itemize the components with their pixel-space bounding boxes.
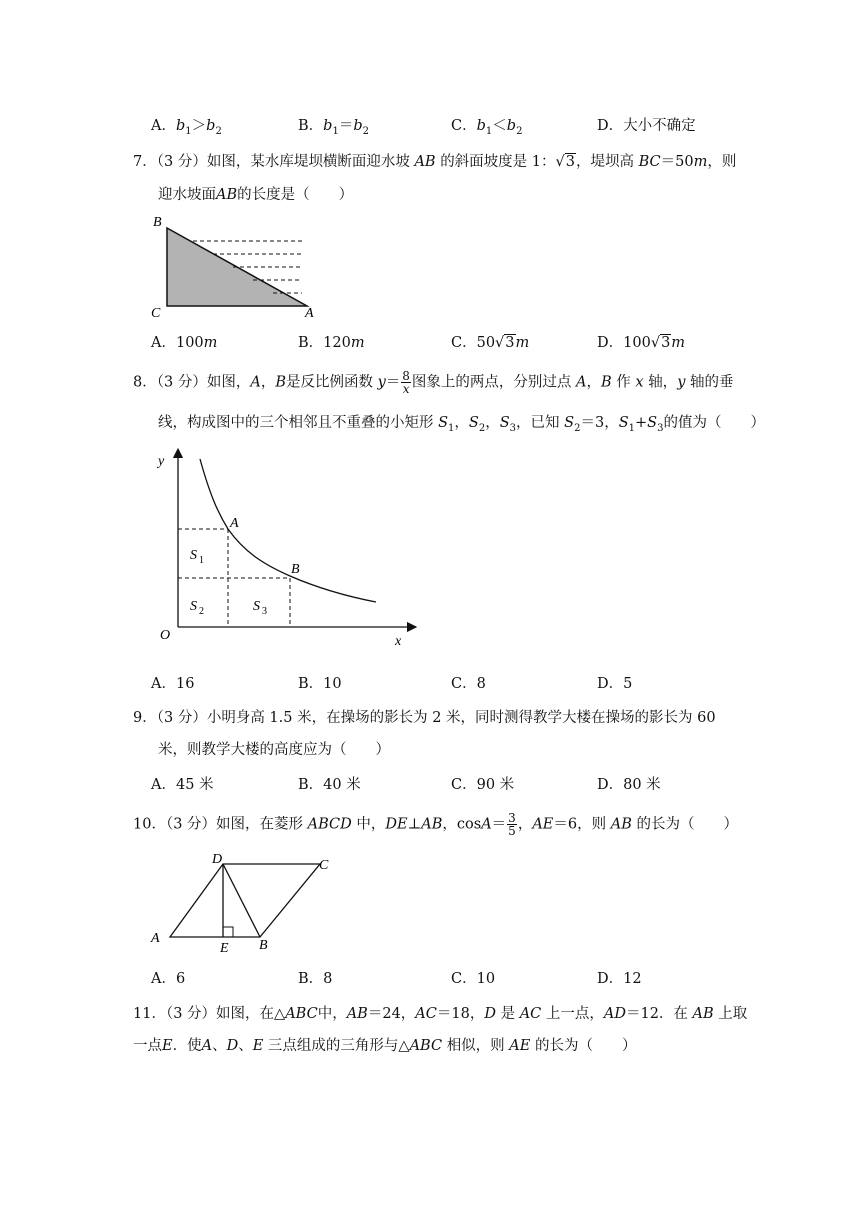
label-x: x [395, 634, 402, 649]
q9-option-c: C．90 米 [451, 777, 515, 793]
label-origin: O [160, 628, 171, 643]
q7-option-b: B．120m [298, 335, 365, 351]
q11-stem-line2: 一点E．使A、D、E 三点组成的三角形与△ABC 相似，则 AE 的长为（ ） [133, 1038, 637, 1054]
rhombus-abcd [170, 864, 320, 937]
q8-option-b: B．10 [298, 676, 342, 692]
q9-stem-line2: 米，则教学大楼的高度应为（ ） [158, 742, 390, 758]
q10-stem-line1: 10．（3 分）如图，在菱形 ABCD 中，DE⊥AB，cosA＝ $\frac{3}{5}$ ，AE＝6，则 AB 的长为（ ） [133, 811, 738, 838]
label-s1: S [190, 548, 197, 563]
q8-option-d: D．5 [597, 676, 633, 692]
q10-option-c: C．10 [451, 971, 496, 987]
q9-stem-line1: 9．（3 分）小明身高 1.5 米，在操场的影长为 2 米，同时测得教学大楼在操场的影长为 60 [133, 710, 716, 726]
label-b: B [153, 215, 162, 230]
svg-text:3: 3 [262, 606, 267, 617]
label-e: E [220, 941, 229, 956]
q9-option-a: A．45 米 [151, 777, 214, 793]
q6-option-c: C．$b_1<b_2$ [451, 118, 523, 137]
segment-db [223, 864, 260, 937]
q8-stem-line2: 线，构成图中的三个相邻且不重叠的小矩形 $S_1$，$S_2$，$S_3$，已知 $S_2=3$，$S_1+S_3$的值为（ ） [158, 415, 765, 434]
q6-option-a: A．$b_1>b_2$ [151, 118, 222, 137]
svg-text:1: 1 [199, 555, 204, 566]
q7-option-c: C．50√3m [451, 335, 530, 351]
label-y: y [158, 454, 165, 469]
q9-option-b: B．40 米 [298, 777, 361, 793]
q8-hyperbola-figure [150, 445, 420, 655]
q10-option-a: A．6 [151, 971, 186, 987]
right-angle-mark [223, 927, 233, 937]
label-c: C [319, 858, 329, 873]
label-point-b: B [291, 562, 300, 577]
svg-text:2: 2 [199, 606, 204, 617]
q8-stem-line1: 8．（3 分）如图，A，B是反比例函数 y＝ $\frac{8}{x}$ 图象上的两点，分别过点 A，B 作 x 轴，y 轴的垂 [133, 369, 734, 396]
label-s3: S [253, 599, 260, 614]
label-c: C [151, 306, 161, 321]
q6-option-d: D．大小不确定 [597, 118, 696, 134]
q7-stem-line2: 迎水坡面AB的长度是（ ） [158, 187, 354, 203]
q7-stem-line1: 7．（3 分）如图，某水库堤坝横断面迎水坡 AB 的斜面坡度是 1：√3，堤坝高 BC＝50m，则 [133, 154, 737, 170]
label-a: A [305, 306, 314, 321]
q8-option-a: A．16 [151, 676, 195, 692]
q7-option-d: D．100√3m [597, 335, 686, 351]
q7-option-a: A．100m [151, 335, 218, 351]
label-d: D [212, 852, 223, 867]
q8-option-c: C．8 [451, 676, 486, 692]
label-b: B [259, 938, 268, 953]
label-point-a: A [230, 516, 239, 531]
q10-option-b: B．8 [298, 971, 333, 987]
q10-option-d: D．12 [597, 971, 642, 987]
q11-stem-line1: 11．（3 分）如图，在△ABC中，AB＝24，AC＝18，D 是 AC 上一点，AD＝12．在 AB 上取 [133, 1006, 748, 1022]
q6-option-b: B．$b_1=b_2$ [298, 118, 369, 137]
q7-dam-figure [145, 210, 315, 325]
q10-rhombus-figure [145, 848, 345, 958]
q9-option-d: D．80 米 [597, 777, 661, 793]
hyperbola-curve [200, 459, 376, 602]
label-a: A [151, 931, 160, 946]
label-s2: S [190, 599, 197, 614]
fraction-3-over-5: $\frac{3}{5}$ [508, 811, 516, 838]
fraction-8-over-x: $\frac{8}{x}$ [402, 369, 410, 396]
